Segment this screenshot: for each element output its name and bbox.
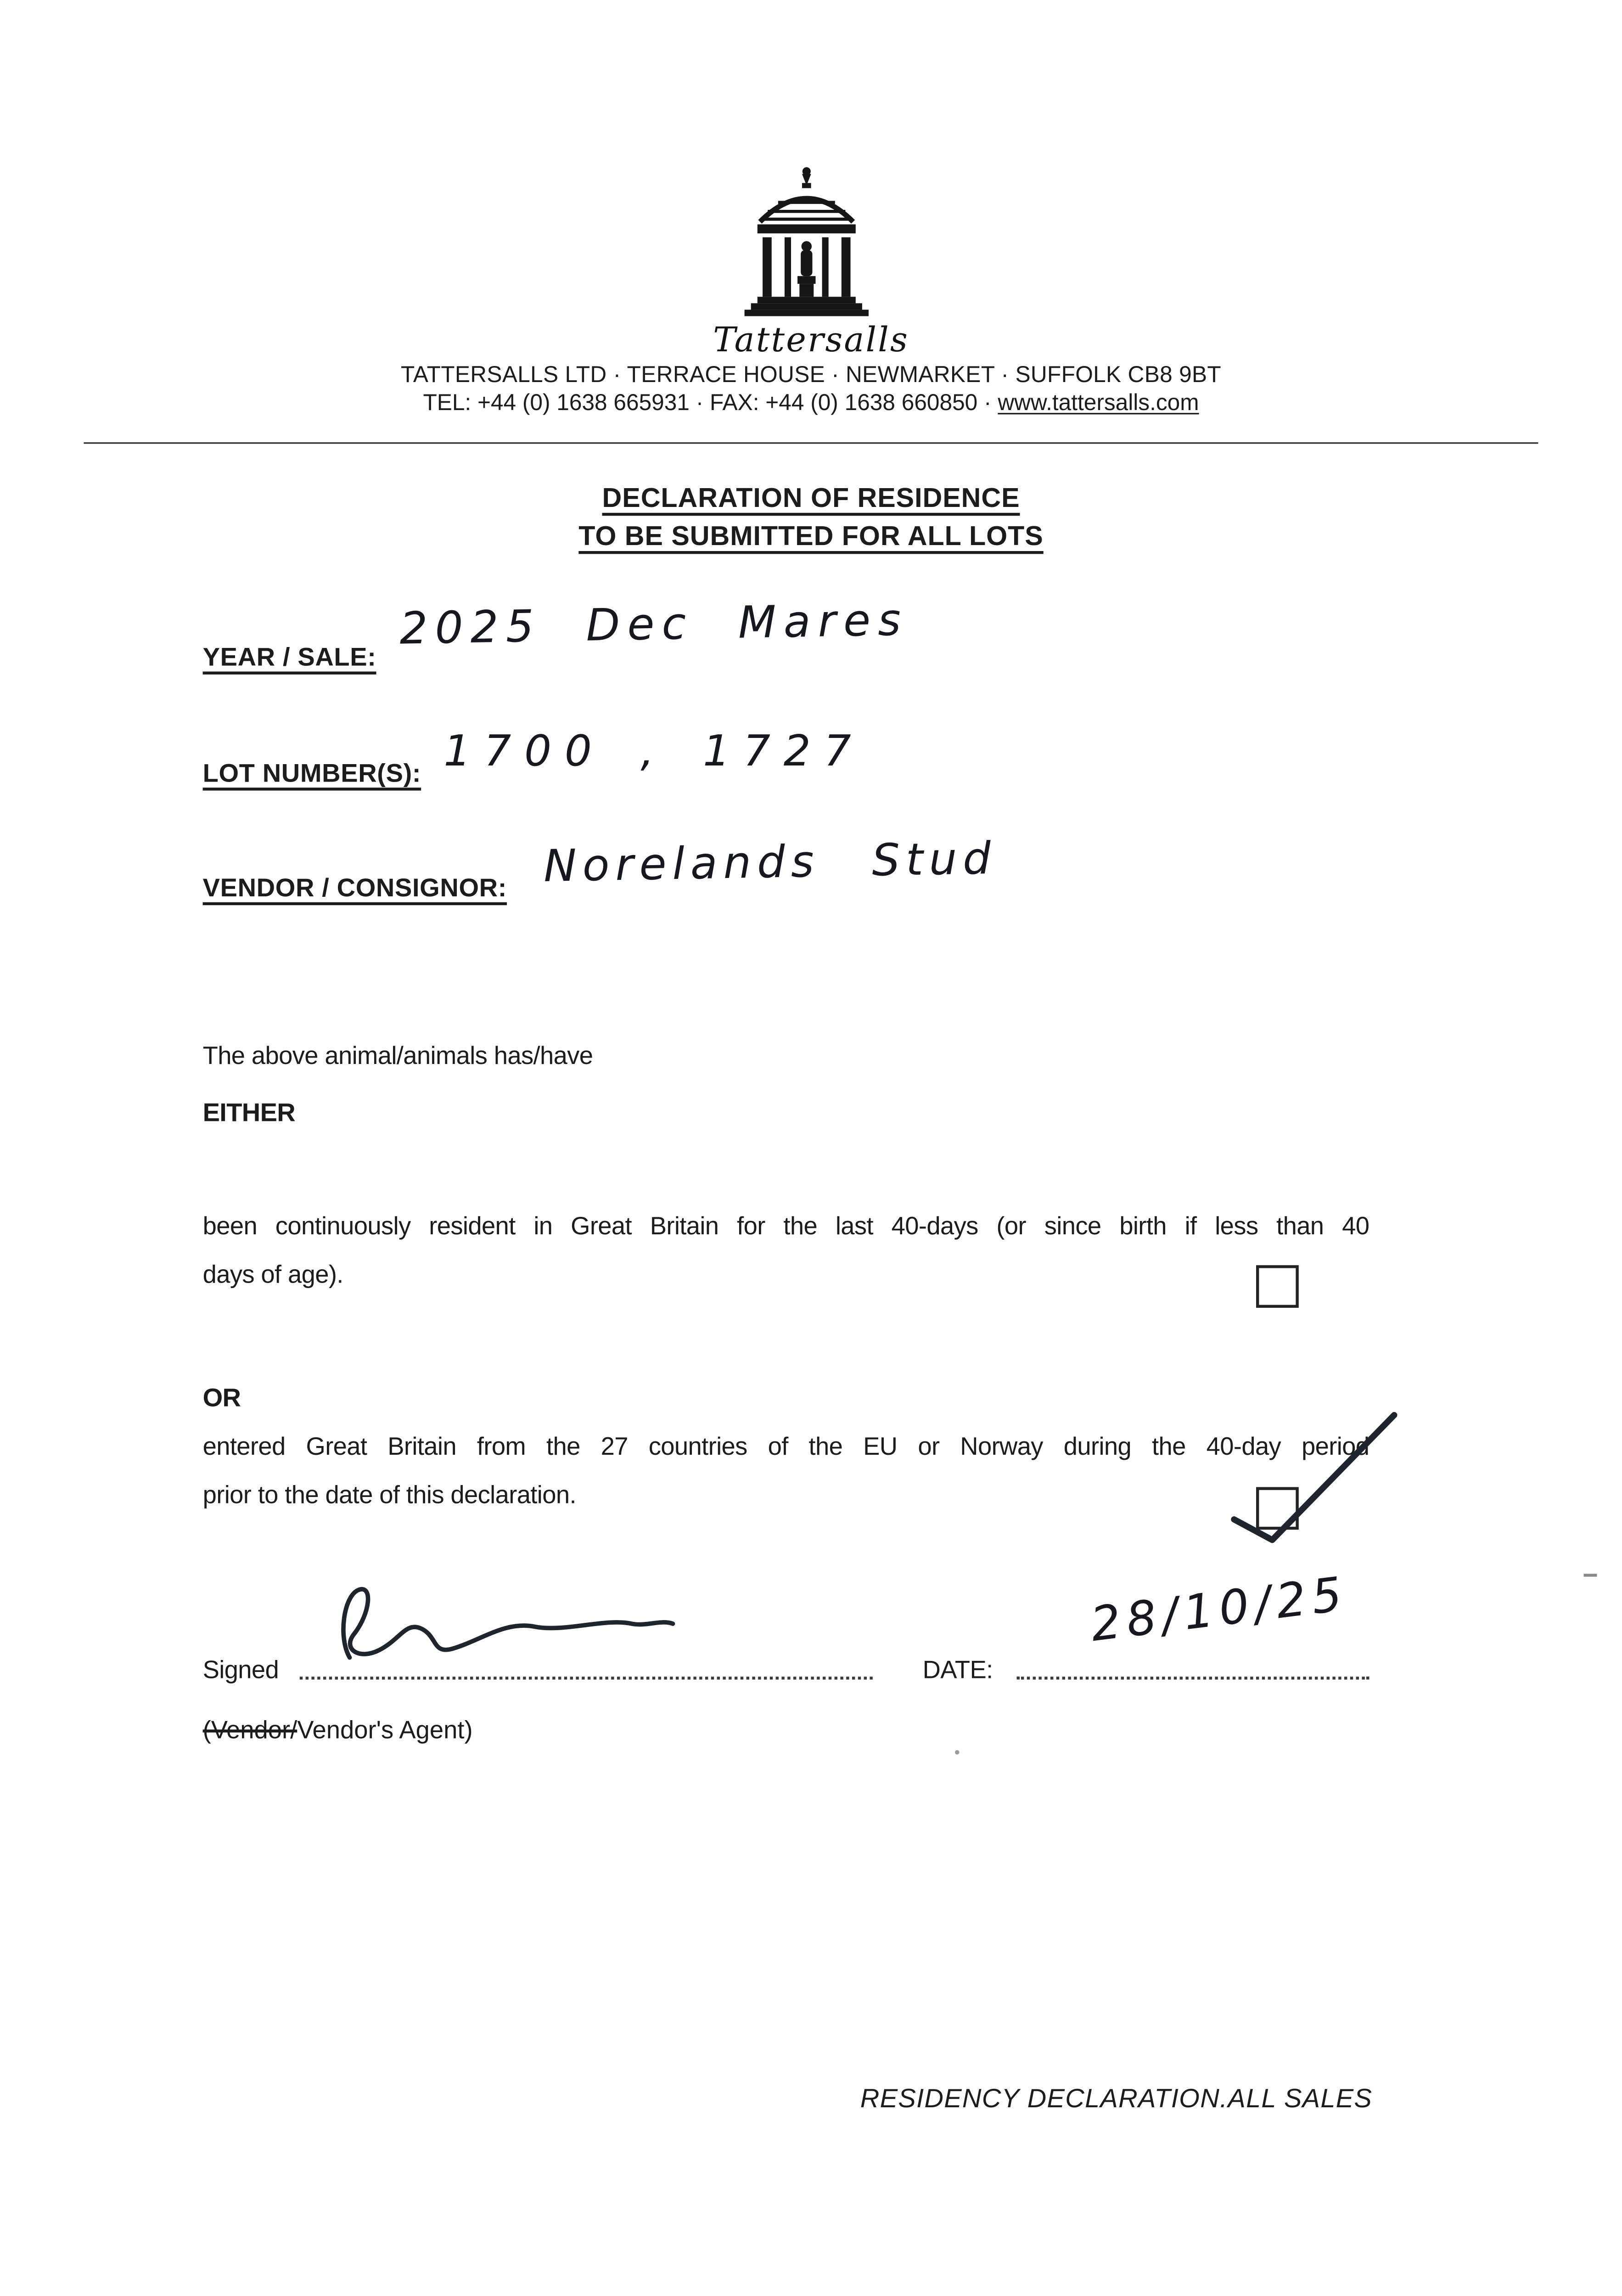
option1-paragraph [203,1202,1369,1299]
vendor-agent-line [203,1716,473,1746]
option1-line2: days of age). [202,1261,343,1289]
vendors-agent-text: Vendor's Agent) [297,1716,473,1745]
form-title [0,479,1622,555]
option2-line1: entered Great Britain from the 27 countries of the EU or Norway during the 40-day period [202,1433,1369,1461]
intro-text: The above animal/animals has/have [202,1041,593,1070]
lot-numbers-label: LOT NUMBER(S): [202,758,421,788]
brand-name: Tattersalls [713,321,909,360]
tattersalls-rotunda-logo-icon [742,164,871,320]
signature-handwriting [326,1581,690,1666]
lot-numbers-handwritten-value: 1700 , 1727 [443,726,864,776]
signature-dotted-line [300,1677,873,1679]
vendor-consignor-label: VENDOR / CONSIGNOR: [202,872,507,902]
date-handwritten-value: 28/10/25 [1088,1565,1351,1653]
scan-artifact-dot [955,1750,960,1755]
tel-fax-text: TEL: +44 (0) 1638 665931 · FAX: +44 (0) 1638 660850 · [423,391,998,416]
vendor-consignor-handwritten-value: Norelands Stud [543,833,997,893]
option2-line2: prior to the date of this declaration. [202,1481,576,1509]
either-heading: EITHER [202,1097,296,1127]
year-sale-handwritten-value: 2025 Dec Mares [399,595,909,656]
header-divider [84,442,1538,444]
form-title-line1: DECLARATION OF RESIDENCE [602,482,1020,513]
website-link[interactable]: www.tattersalls.com [998,391,1199,416]
date-label: DATE: [922,1656,993,1684]
company-address: TATTERSALLS LTD · TERRACE HOUSE · NEWMARKET · SUFFOLK CB8 9BT [401,363,1222,388]
or-heading: OR [202,1383,241,1412]
option2-tick-icon [1225,1408,1404,1550]
option1-checkbox[interactable] [1256,1265,1299,1308]
footer-note: RESIDENCY DECLARATION.ALL SALES [860,2083,1373,2113]
scan-artifact-dash [1584,1574,1597,1576]
form-title-line2: TO BE SUBMITTED FOR ALL LOTS [578,520,1044,551]
vendor-struck-text: (Vendor/ [202,1716,297,1745]
signed-label: Signed [202,1656,279,1684]
option1-line1: been continuously resident in Great Britain for the last 40-days (or since birth if less than 40 [202,1212,1369,1240]
year-sale-label: YEAR / SALE: [202,642,376,672]
date-dotted-line [1016,1677,1369,1679]
option2-paragraph [203,1423,1369,1519]
company-contact-line [0,391,1622,417]
